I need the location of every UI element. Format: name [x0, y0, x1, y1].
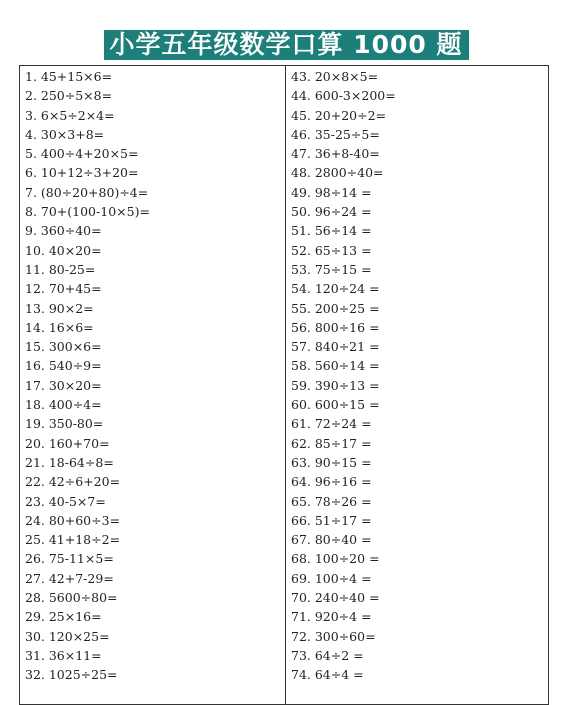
exercise-item: 30. 120×25= [25, 628, 110, 644]
exercise-item: 73. 64÷2 = [291, 647, 364, 663]
exercise-table [19, 65, 549, 705]
exercise-item: 15. 300×6= [25, 339, 102, 355]
exercise-item: 54. 120÷24 = [291, 281, 380, 297]
exercise-item: 53. 75÷15 = [291, 261, 372, 277]
exercise-item: 49. 98÷14 = [291, 184, 372, 200]
exercise-item: 25. 41+18÷2= [25, 532, 121, 548]
exercise-item: 43. 20×8×5= [291, 69, 379, 84]
exercise-item: 2. 250÷5×8= [25, 88, 113, 104]
exercise-item: 24. 80+60÷3= [25, 512, 121, 528]
exercise-item: 12. 70+45= [25, 281, 102, 297]
exercise-item: 9. 360÷40= [25, 223, 102, 239]
exercise-item: 11. 80-25= [25, 261, 96, 277]
exercise-item: 28. 5600÷80= [25, 590, 118, 606]
exercise-item: 62. 85÷17 = [291, 435, 372, 451]
exercise-item: 45. 20+20÷2= [291, 107, 387, 123]
exercise-item: 64. 96÷16 = [291, 474, 372, 490]
exercise-item: 8. 70+(100-10×5)= [25, 204, 150, 220]
exercise-item: 63. 90÷15 = [291, 454, 372, 470]
exercise-item: 10. 40×20= [25, 242, 102, 258]
exercise-item: 26. 75-11×5= [25, 551, 114, 567]
exercise-item: 22. 42÷6+20= [25, 474, 121, 490]
exercise-item: 66. 51÷17 = [291, 512, 372, 528]
exercise-item: 70. 240÷40 = [291, 590, 380, 606]
exercise-item: 17. 30×20= [25, 377, 102, 393]
exercise-item: 6. 10+12÷3+20= [25, 165, 139, 181]
exercise-item: 31. 36×11= [25, 647, 102, 663]
exercise-item: 18. 400÷4= [25, 397, 102, 413]
exercise-item: 52. 65÷13 = [291, 242, 372, 258]
exercise-item: 50. 96÷24 = [291, 204, 372, 220]
exercise-item: 47. 36+8-40= [291, 146, 380, 162]
exercise-item: 48. 2800÷40= [291, 165, 384, 181]
exercise-item: 68. 100÷20 = [291, 551, 380, 567]
title-bar [0, 30, 572, 60]
right-column [286, 66, 548, 704]
exercise-item: 65. 78÷26 = [291, 493, 372, 509]
exercise-item: 61. 72÷24 = [291, 416, 372, 432]
exercise-item: 59. 390÷13 = [291, 377, 380, 393]
exercise-item: 5. 400÷4+20×5= [25, 146, 139, 162]
exercise-item: 67. 80÷40 = [291, 532, 372, 548]
exercise-item: 1. 45+15×6= [25, 69, 113, 84]
exercise-item: 60. 600÷15 = [291, 397, 380, 413]
exercise-item: 16. 540÷9= [25, 358, 102, 374]
page-title: 小学五年级数学口算 1000 题 [104, 30, 469, 60]
exercise-item: 19. 350-80= [25, 416, 104, 432]
exercise-item: 58. 560÷14 = [291, 358, 380, 374]
exercise-item: 4. 30×3+8= [25, 126, 105, 142]
exercise-item: 32. 1025÷25= [25, 667, 118, 683]
exercise-item: 29. 25×16= [25, 609, 102, 625]
exercise-item: 55. 200÷25 = [291, 300, 380, 316]
exercise-item: 51. 56÷14 = [291, 223, 372, 239]
exercise-item: 21. 18-64÷8= [25, 454, 114, 470]
exercise-item: 20. 160+70= [25, 435, 110, 451]
exercise-item: 57. 840÷21 = [291, 339, 380, 355]
exercise-item: 7. (80÷20+80)÷4= [25, 184, 149, 200]
exercise-item: 27. 42+7-29= [25, 570, 114, 586]
exercise-item: 23. 40-5×7= [25, 493, 106, 509]
exercise-item: 13. 90×2= [25, 300, 94, 316]
exercise-item: 56. 800÷16 = [291, 319, 380, 335]
exercise-item: 44. 600-3×200= [291, 88, 396, 104]
exercise-item: 74. 64÷4 = [291, 667, 364, 683]
left-column [20, 66, 286, 704]
exercise-item: 14. 16×6= [25, 319, 94, 335]
exercise-item: 71. 920÷4 = [291, 609, 372, 625]
exercise-item: 46. 35-25÷5= [291, 126, 380, 142]
exercise-item: 69. 100÷4 = [291, 570, 372, 586]
exercise-item: 72. 300÷60= [291, 628, 376, 644]
exercise-item: 3. 6×5÷2×4= [25, 107, 115, 123]
